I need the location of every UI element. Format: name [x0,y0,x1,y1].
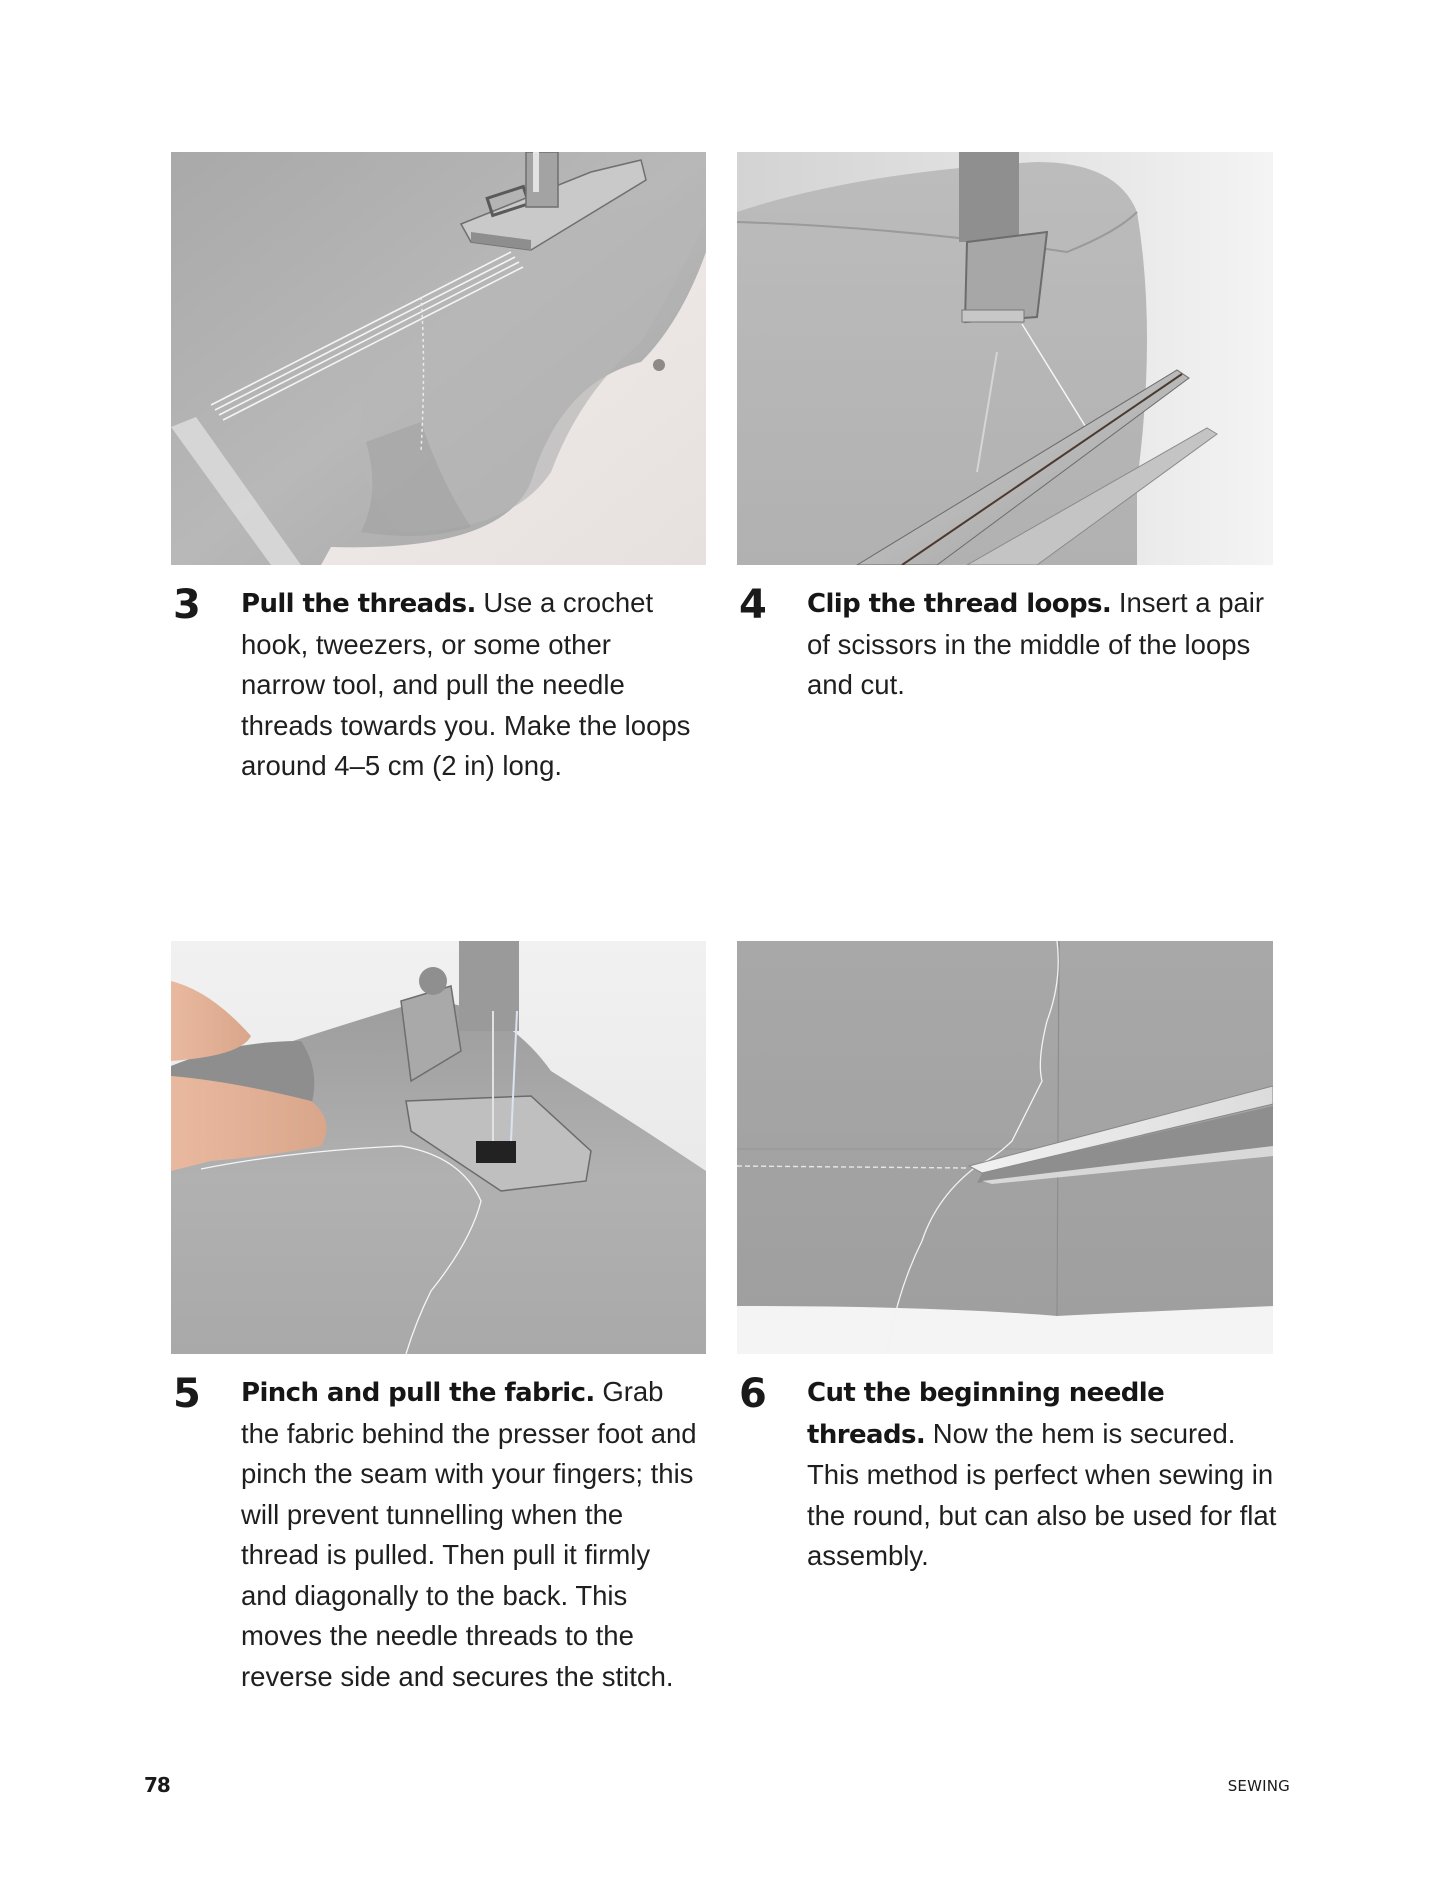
step-number: 5 [173,1371,200,1417]
step-3-photo [171,152,706,565]
page-number: 78 [144,1773,170,1797]
step-instructions [807,1372,1277,1577]
step-6-photo [737,941,1273,1354]
pinch-fabric-image [171,941,706,1354]
step-body: Now the hem is secured. This method is perfect when sewing in the round, but can also be used for flat assembly. [807,1417,1277,1571]
step-number: 4 [739,582,766,628]
step-4-photo [737,152,1273,565]
step-title: Pinch and pull the fabric. [241,1378,595,1408]
scissors-clipping-loops-image [737,152,1273,565]
step-title: Pull the threads. [241,589,476,619]
step-instructions [241,583,701,787]
section-title: SEWING [1227,1777,1290,1795]
step-5-photo [171,941,706,1354]
step-title: Clip the thread loops. [807,589,1112,619]
cut-needle-threads-image [737,941,1273,1354]
step-body: Insert a pair of scissors in the middle of the loops and cut. [807,587,1265,700]
step-instructions [807,583,1277,706]
sewing-machine-thread-loops-image [171,152,706,565]
step-body: Grab the fabric behind the presser foot and pinch the seam with your fingers; this will prevent tunnelling when the thread is pulled. Then pull it firmly and diagonally to the back. This moves the needle threads to the reverse side and secures the stitch. [241,1376,697,1692]
step-number: 6 [739,1371,766,1417]
step-instructions [241,1372,701,1697]
step-title: Cut the beginning needle threads. [807,1378,1165,1450]
step-number: 3 [173,582,200,628]
step-body: Use a crochet hook, tweezers, or some other narrow tool, and pull the needle threads towards you. Make the loops around 4–5 cm (2 in) long. [241,587,691,781]
